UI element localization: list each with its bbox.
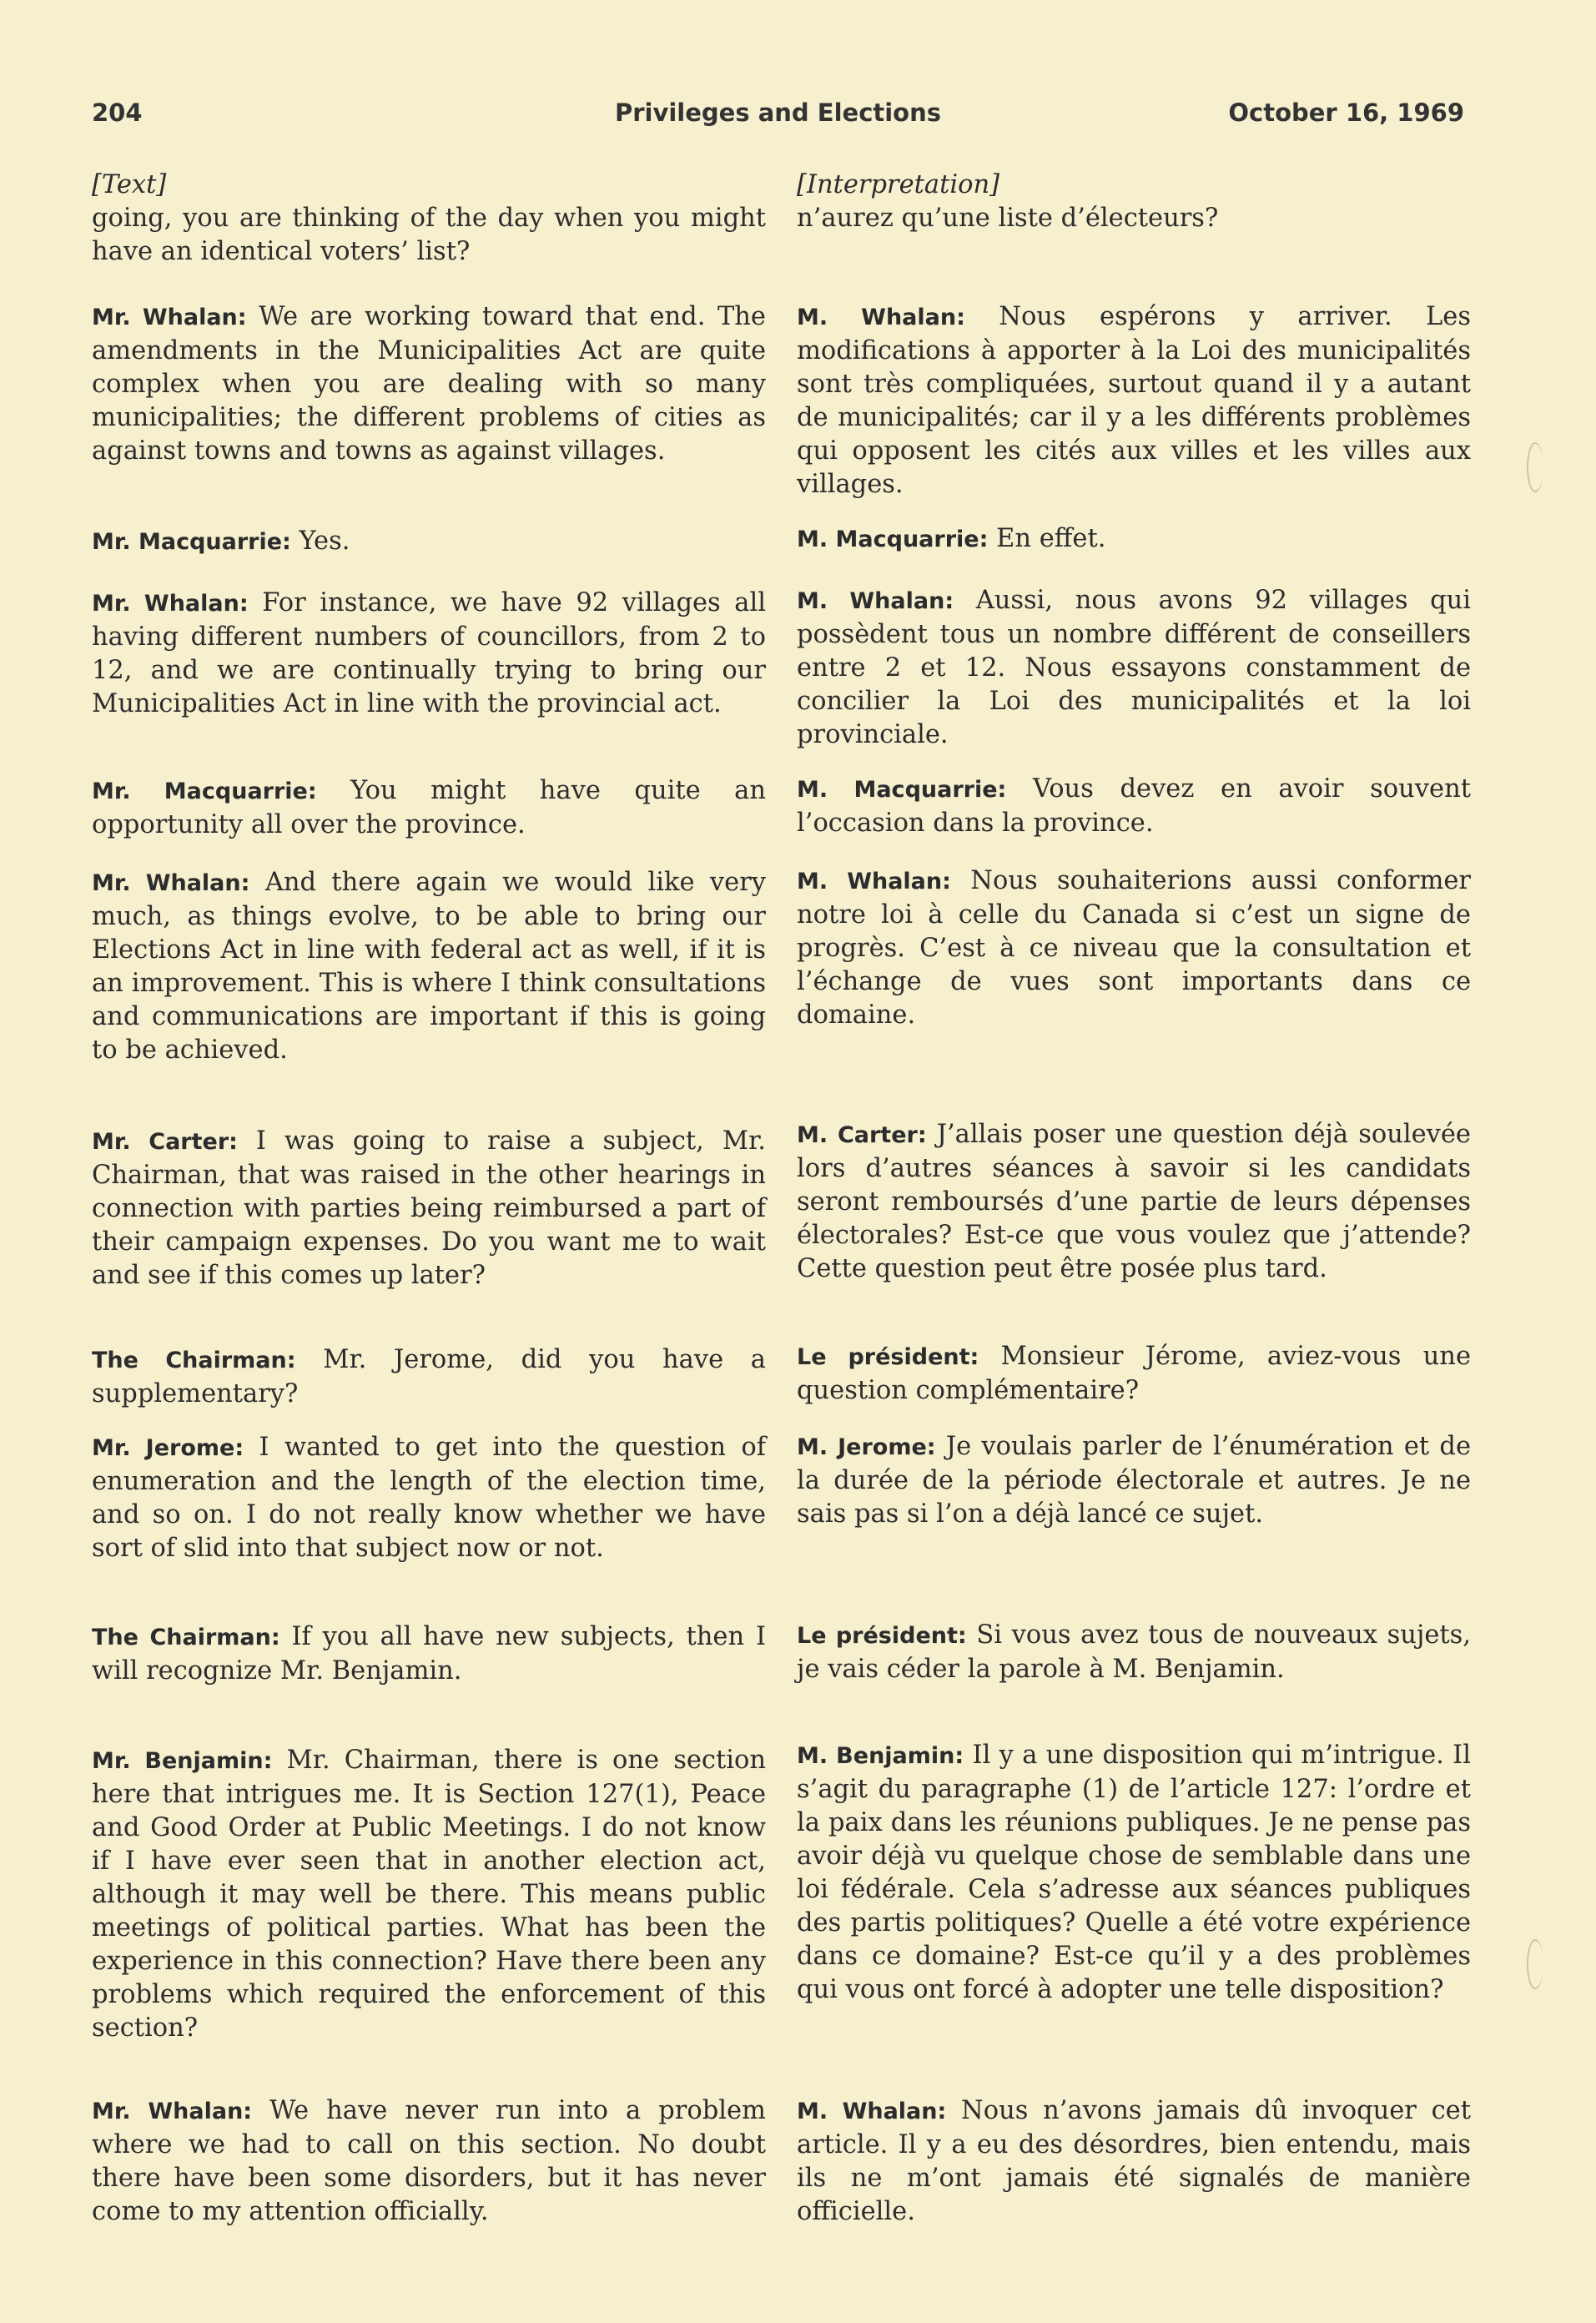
speech-text: J’allais poser une question déjà soulevée lors d’autres séances à savoir si les candidats seront remboursés d’une partie de leurs dépenses électorales? Est-ce que vous voulez que j’attende? Cette question peut être posée plus tard. (797, 1120, 1471, 1283)
page-header (92, 98, 1464, 140)
speech-paragraph (797, 584, 1471, 752)
binding-hole-mark (1527, 442, 1543, 492)
speaker-name: Mr. Jerome: (92, 1435, 244, 1461)
speech-text: You might have quite an opportunity all over the province. (92, 776, 766, 839)
speech-paragraph (797, 1739, 1471, 2007)
speech-text: Je voulais parler de l’énumération et de la durée de la période électorale et autres. Je ne sais pas si l’on a déjà lancé ce sujet. (797, 1432, 1471, 1529)
speech-text: Si vous avez tous de nouveaux sujets, je vais céder la parole à M. Benjamin. (797, 1620, 1471, 1684)
speaker-name: Mr. Carter: (92, 1129, 238, 1155)
speaker-name: M. Macquarrie: (797, 527, 989, 552)
speech-text: Yes. (290, 527, 350, 556)
speaker-name: The Chairman: (92, 1625, 280, 1650)
speaker-name: Mr. Whalan: (92, 591, 249, 617)
speaker-name: Mr. Macquarrie: (92, 779, 317, 804)
speaker-name: M. Whalan: (797, 869, 951, 894)
speech-paragraph (797, 773, 1471, 840)
speech-text: For instance, we have 92 villages all having different numbers of councillors, from 2 to 12, and we are continually trying to bring our Municipalities Act in line with the provincial act. (92, 588, 767, 718)
speech-paragraph (797, 2094, 1471, 2229)
column-label: [Text] (92, 170, 167, 199)
speaker-name: Mr. Macquarrie: (92, 529, 291, 555)
speech-paragraph (797, 1118, 1471, 1286)
speech-paragraph (92, 587, 766, 721)
binding-hole-mark (1527, 1939, 1543, 1989)
page-date: October 16, 1969 (1228, 98, 1464, 127)
speaker-name: M. Whalan: (797, 305, 965, 330)
speech-text: We are working toward that end. The amendments in the Municipalities Act are quite complex when you are dealing with so many municipalities; the different problems of cities as against towns and towns as against villages. (92, 302, 766, 466)
intro-paragraph: n’aurez qu’une liste d’électeurs? (797, 204, 1219, 233)
speech-text: And there again we would like very much, as things evolve, to be able to bring our Elections Act in line with federal act as well, if it is an improvement. This is where I think consultations and communications are important if this is going to be achieved. (92, 868, 766, 1065)
page-number: 204 (92, 98, 143, 127)
speaker-name: Mr. Whalan: (92, 305, 247, 330)
speech-text: Mr. Jerome, did you have a supplementary? (92, 1345, 766, 1408)
speech-paragraph (797, 300, 1471, 501)
speaker-name: Mr. Whalan: (92, 870, 250, 896)
speech-paragraph (92, 1343, 766, 1411)
speaker-name: M. Macquarrie: (797, 777, 1007, 803)
speaker-name: M. Benjamin: (797, 1743, 964, 1769)
speech-paragraph (92, 866, 766, 1067)
speech-text: Vous devez en avoir souvent l’occasion dans la province. (797, 774, 1471, 838)
speech-text: I was going to raise a subject, Mr. Chairman, that was raised in the other hearings in connection with parties being reimbursed a part of their campaign expenses. Do you want me to wait and see if this comes up later? (92, 1126, 766, 1290)
speech-text: Monsieur Jérome, aviez-vous une question complémentaire? (797, 1342, 1471, 1405)
speech-text: Mr. Chairman, there is one section here that intrigues me. It is Section 127(1), Peace and Good Order at Public Meetings. I do not know if I have ever seen that in another election act, although it may well be there. This means public meetings of political parties. What has been the experience in this connection? Have there been any problems which required the enforcement of this section? (92, 1746, 766, 2043)
speaker-name: Mr. Whalan: (92, 2099, 253, 2124)
speaker-name: Mr. Benjamin: (92, 1748, 273, 1774)
speech-text: Nous espérons y arriver. Les modifications à apporter à la Loi des municipalités sont très compliquées, surtout quand il y a autant de municipalités; car il y a les différents problèmes qui opposent les cités aux villes et les villes aux villages. (797, 302, 1471, 499)
speech-paragraph (92, 1620, 766, 1688)
speech-paragraph (797, 1340, 1471, 1408)
speech-paragraph (92, 300, 766, 468)
intro-paragraph: going, you are thinking of the day when you might have an identical voters’ list? (92, 204, 766, 266)
speech-paragraph (797, 864, 1471, 1032)
speech-text: We have never run into a problem where we had to call on this section. No doubt there have been some disorders, but it has never come to my attention officially. (92, 2096, 766, 2226)
column-label: [Interpretation] (797, 170, 999, 199)
speech-paragraph (797, 522, 1471, 557)
speaker-name: Le président: (797, 1623, 967, 1649)
speech-paragraph (92, 1744, 766, 2045)
speaker-name: M. Carter: (797, 1122, 927, 1148)
speech-text: Nous n’avons jamais dû invoquer cet article. Il y a eu des désordres, bien entendu, mais ils ne m’ont jamais été signalés de manière officielle. (797, 2096, 1471, 2226)
speech-text: En effet. (988, 524, 1106, 553)
running-title: Privileges and Elections (614, 98, 942, 127)
speech-text: Nous souhaiterions aussi conformer notre loi à celle du Canada si c’est un signe de progrès. C’est à ce niveau que la consultation et l’échange de vues sont importants dans ce domaine. (797, 866, 1472, 1030)
speech-text: Aussi, nous avons 92 villages qui possèdent tous un nombre différent de conseillers entre 2 et 12. Nous essayons constamment de concilier la Loi des municipalités et la loi provinciale. (797, 586, 1471, 749)
speaker-name: M. Whalan: (797, 2099, 947, 2124)
speech-paragraph (797, 1430, 1471, 1531)
speech-paragraph (797, 1619, 1471, 1686)
speech-paragraph (92, 774, 766, 842)
speaker-name: The Chairman: (92, 1348, 296, 1373)
speech-paragraph (92, 1125, 766, 1293)
speech-text: I wanted to get into the question of enumeration and the length of the election time, and so on. I do not really know whether we have sort of slid into that subject now or not. (92, 1433, 766, 1563)
speech-paragraph (92, 525, 766, 559)
speaker-name: M. Jerome: (797, 1434, 936, 1460)
speech-text: If you all have new subjects, then I will recognize Mr. Benjamin. (92, 1622, 766, 1686)
speech-text: Il y a une disposition qui m’intrigue. Il s’agit du paragraphe (1) de l’article 127: l’ordre et la paix dans les réunions publiques. Je ne pense pas avoir déjà vu quelque chose de semblable dans une loi fédérale. Cela s’adresse aux séances publiques des partis politiques? Quelle a été votre expérience dans ce domaine? Est-ce qu’il y a des problèmes qui vous ont forcé à adopter une telle disposition? (797, 1741, 1471, 2004)
speech-paragraph (92, 1431, 766, 1565)
speaker-name: Le président: (797, 1344, 979, 1370)
speech-paragraph (92, 2094, 766, 2229)
speaker-name: M. Whalan: (797, 588, 954, 614)
